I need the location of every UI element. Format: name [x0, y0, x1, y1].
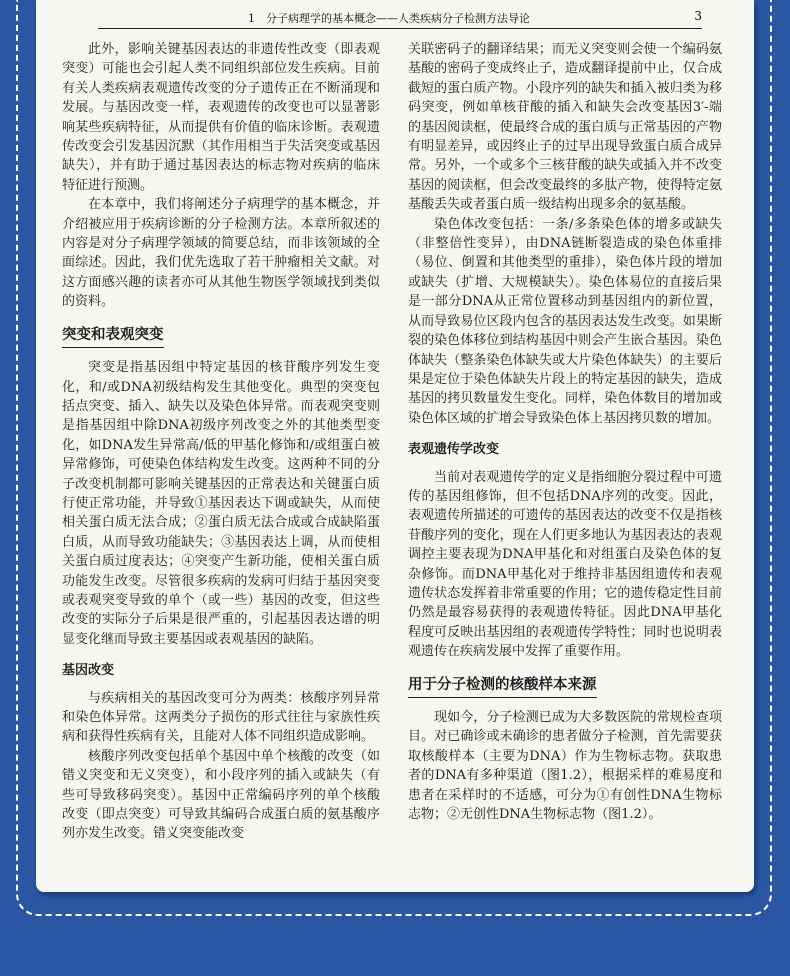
subsection-heading-gene-change: 基因改变	[62, 663, 115, 679]
paragraph: 核酸序列改变包括单个基因中单个核酸的改变（如错义突变和无义突变），和小段序列的插入或缺失（有些可导致移码突变）。基因中正常编码序列的单个核酸改变（即点突变）可导致其编码合成蛋白质的氨基酸序列亦发生改变。错义突变能改变	[62, 748, 380, 842]
subsection-heading-epigenetic: 表观遗传学改变	[408, 442, 500, 458]
section-heading-nucleic-acid-source: 用于分子检测的核酸样本来源	[408, 676, 597, 698]
paragraph: 与疾病相关的基因改变可分为两类：核酸序列异常和染色体异常。这两类分子损伤的形式往往与家族性疾病和获得性疾病有关，且能对人体不同组织造成影响。	[62, 690, 380, 745]
running-header	[98, 6, 702, 29]
left-column	[62, 40, 380, 844]
page-number: 3	[694, 9, 702, 23]
section-heading-mutation: 突变和表观突变	[62, 326, 164, 348]
paragraph: 关联密码子的翻译结果；而无义突变则会使一个编码氨基酸的密码子变成终止子，造成翻译提前中止，仅合成截短的蛋白质产物。小段序列的缺失和插入被归类为移码突变，例如单核苷酸的插入和缺失会改变基因3′-端的基因阅读框，使最终合成的蛋白质与正常基因的产物有明显差异，或因终止子的过早出现导致蛋白质合成异常。另外，一个或多个三核苷酸的缺失或插入并不改变基因的阅读框，但会改变最终的多肽产物，使得特定氨基酸丢失或者蛋白质一级结构出现多余的氨基酸。	[408, 42, 722, 213]
right-column	[408, 40, 722, 824]
book-page	[36, 0, 754, 892]
paragraph: 突变是指基因组中特定基因的核苷酸序列发生变化，和/或DNA初级结构发生其他变化。典型的突变包括点突变、插入、缺失以及染色体异常。而表观突变则是指基因组中除DNA初级序列改变之外的其他类型变化，如DNA发生异常高/低的甲基化修饰和/或组蛋白被异常修饰，可使染色体结构发生改变。这两种不同的分子改变机制都可影响关键基因的正常表达和关键蛋白质行使正常功能，并导致①基因表达下调或缺失，从而使相关蛋白质无法合成；②蛋白质无法合成或合成缺陷蛋白质，从而导致功能缺失；③基因表达上调，从而使相关蛋白质过度表达；④突变产生新功能，使相关蛋白质功能发生改变。尽管很多疾病的发病可归结于基因突变或表观突变导致的单个（或一些）基因的改变，但这些改变的实际分子后果是很严重的，引起基因表达谱的明显变化继而导致主要基因或表观基因的缺陷。	[62, 360, 380, 647]
paragraph: 染色体改变包括：一条/多条染色体的增多或缺失（非整倍性变异），由DNA链断裂造成的染色体重排（易位、倒置和其他类型的重排），染色体片段的增加或缺失（扩增、大规模缺失）。染色体易位的直接后果是一部分DNA从正常位置移动到基因组内的新位置，从而导致易位区段内包含的基因表达发生改变。如果断裂的染色体移位到结构基因中则会产生嵌合基因。染色体缺失（整条染色体缺失或大片染色体缺失）的主要后果是定位于染色体缺失片段上的特定基因的缺失，造成基因的拷贝数量发生变化。同样，染色体数目的增加或染色体区域的扩增会导致染色体上基因拷贝数的增加。	[408, 216, 722, 426]
paragraph: 当前对表观遗传学的定义是指细胞分裂过程中可遗传的基因组修饰，但不包括DNA序列的改变。因此，表观遗传所描述的可遗传的基因表达的改变不仅是指核苷酸序列的变化，现在人们更多地认为基因表达的表观调控主要表现为DNA甲基化和对组蛋白及染色体的复杂修饰。而DNA甲基化对于维持非基因组遗传和表观遗传状态发挥着非常重要的作用；它的遗传稳定性目前仍然是最容易获得的表观遗传特征。因此DNA甲基化程度可反映出基因组的表观遗传学特性；同时也说明表观遗传在疾病发展中发挥了重要作用。	[408, 469, 722, 660]
paragraph: 此外，影响关键基因表达的非遗传性改变（即表观突变）可能也会引起人类不同组织部位发生疾病。目前有关人类疾病表观遗传改变的分子遗传正在不断涌现和发展。与基因改变一样，表观遗传的改变也可以显著影响某些疾病特征，从而提供有价值的临床诊断。表观遗传改变会引发基因沉默（其作用相当于失活突变或基因缺失），并有助于通过基因表达的标志物对疾病的临床特征进行预测。	[62, 42, 380, 193]
chapter-title: 1 分子病理学的基本概念——人类疾病分子检测方法导论	[248, 12, 530, 25]
paragraph: 在本章中，我们将阐述分子病理学的基本概念，并介绍被应用于疾病诊断的分子检测方法。本章所叙述的内容是对分子病理学领域的简要总结，而非该领域的全面综述。因此，我们优先选取了若干肿瘤相关文献。对这方面感兴趣的读者亦可从其他生物医学领域找到类似的资料。	[62, 197, 380, 310]
paragraph: 现如今，分子检测已成为大多数医院的常规检查项目。对已确诊或未确诊的患者做分子检测，首先需要获取核酸样本（主要为DNA）作为生物标志物。获取患者的DNA有多种渠道（图1.2），根据采样的难易度和患者在采样时的不适感，可分为①有创性DNA生物标志物；②无创性DNA生物标志物（图1.2）。	[408, 710, 722, 823]
